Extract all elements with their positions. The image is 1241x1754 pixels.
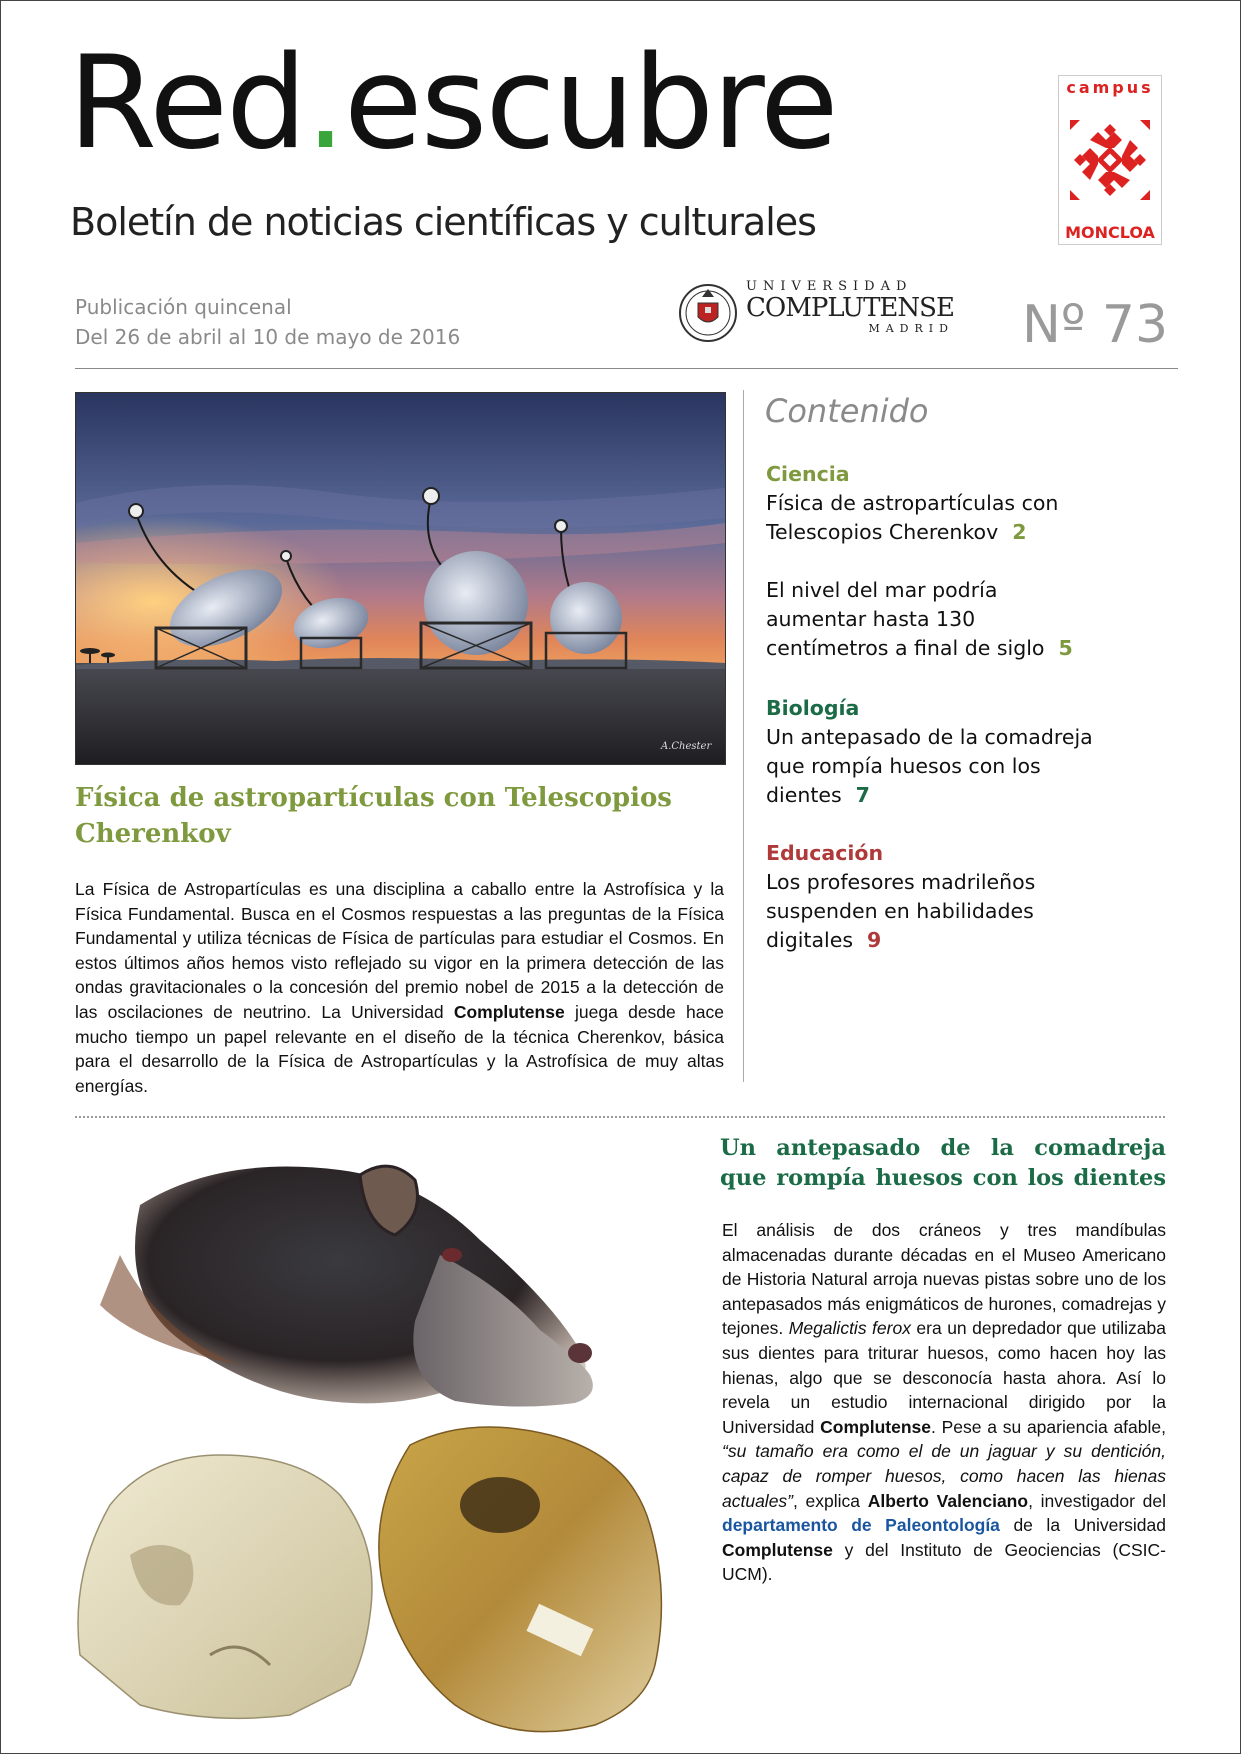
telescope-image-signature: A.Chester [661, 741, 712, 752]
masthead-dot: . [305, 29, 344, 178]
toc-category: Biología [766, 696, 860, 720]
telescopes-image [75, 392, 726, 765]
campus-logo-top: campus [1066, 78, 1154, 97]
toc-item[interactable]: Física de astropartículas con Telescopios Cherenkov 2 [766, 491, 1059, 544]
toc-category: Ciencia [766, 462, 850, 486]
contents-heading: Contenido [765, 392, 929, 430]
campus-logo-bottom: MONCLOA [1065, 223, 1155, 242]
university-name: UNIVERSIDAD COMPLUTENSE MADRID [746, 279, 954, 335]
article2-body: El análisis de dos cráneos y tres mandíbulas almacenadas durante décadas en el Museo Americano de Historia Natural arroja nuevas pistas sobre uno de los antepasados más enigmáticos de hurones, comadrejas y tejones. Megalictis ferox era un depredador que utilizaba sus dientes para triturar huesos, como hacen hoy las hienas, algo que se desconocía hasta ahora. Así lo revela un estudio internacional dirigido por la Universidad Complutense. Pese a su apariencia afable, “su tamaño era como el de un jaguar y su dentición, capaz de romper huesos, como hacen las hienas actuales”, explica Alberto Valenciano, investigador del departamento de Paleontología de la Universidad Complutense y del Instituto de Geociencias (CSIC-UCM). [722, 1220, 1166, 1585]
toc-item[interactable]: Un antepasado de la comadreja que rompía huesos con los dientes 7 [766, 725, 1093, 807]
toc-category: Educación [766, 841, 884, 865]
toc-section-biologia [766, 694, 1096, 810]
university-logo [676, 277, 956, 347]
paleontology-department-link[interactable]: departamento de Paleontología [722, 1515, 1000, 1536]
toc-page-number: 2 [1012, 520, 1027, 544]
publication-frequency: Publicación quincenal [75, 295, 292, 319]
masthead-subtitle: Boletín de noticias científicas y culturales [70, 200, 816, 244]
toc-section-ciencia [766, 460, 1096, 663]
university-seal-icon [676, 277, 740, 347]
article1-body: La Física de Astropartículas es una disciplina a caballo entre la Astrofísica y la Física Fundamental. Busca en el Cosmos respuestas a las preguntas de la Física Fundamental y utiliza técnicas de Física de partículas para estudiar el Cosmos. En estos últimos años hemos visto reflejado su vigor en la primera detección de las ondas gravitacionales o la concesión del premio nobel de 2015 a la detección de las oscilaciones de neutrino. La Universidad Complutense juega desde hace mucho tiempo un papel relevante en el diseño de la técnica Cherenkov, básica para el desarrollo de la Física de Astropartículas y la Astrofísica de muy altas energías. [75, 879, 724, 1096]
toc-section-educacion [766, 839, 1096, 955]
publication-info [75, 292, 460, 352]
toc-page-number: 5 [1058, 636, 1073, 660]
toc-page-number: 7 [855, 783, 870, 807]
article2-title: Un antepasado de la comadreja que rompía huesos con los dientes [720, 1135, 1166, 1191]
section-divider [75, 1116, 1165, 1118]
column-divider [743, 390, 744, 1082]
campus-moncloa-logo [1058, 75, 1162, 245]
masthead-title: Red.escubre [68, 29, 837, 178]
campus-emblem-icon [1059, 76, 1161, 244]
toc-item[interactable]: El nivel del mar podría aumentar hasta 130 centímetros a final de siglo 5 [766, 578, 1073, 660]
toc-page-number: 9 [867, 928, 882, 952]
toc-item[interactable]: Los profesores madrileños suspenden en habilidades digitales 9 [766, 870, 1036, 952]
article1-title: Física de astropartículas con Telescopios Cherenkov [75, 783, 672, 849]
issue-number: Nº 73 [1022, 295, 1169, 355]
megalictis-illustration [60, 1135, 710, 1750]
publication-date-range: Del 26 de abril al 10 de mayo de 2016 [75, 325, 461, 349]
header-divider [75, 368, 1178, 369]
